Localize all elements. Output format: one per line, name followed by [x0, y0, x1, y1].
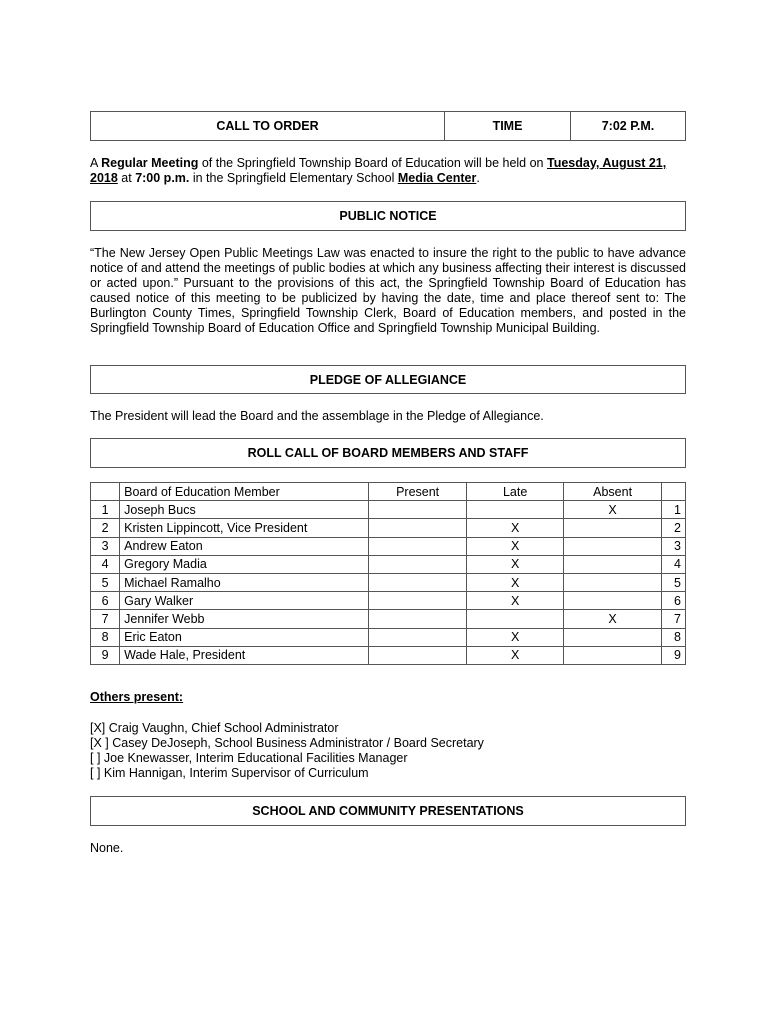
list-item: [X] Craig Vaughn, Chief School Administrator	[90, 721, 339, 735]
table-row	[91, 519, 686, 537]
row-number: 6	[91, 592, 120, 610]
meeting-time: 7:00 p.m.	[135, 171, 190, 185]
table-row	[91, 592, 686, 610]
public-notice-heading: PUBLIC NOTICE	[90, 201, 686, 231]
meeting-place: Media Center	[397, 171, 477, 185]
list-item: [ ] Joe Knewasser, Interim Educational Facilities Manager	[90, 751, 408, 765]
table-row	[91, 555, 686, 573]
absent-mark	[564, 646, 661, 664]
row-number: 2	[91, 519, 120, 537]
row-number: 3	[91, 537, 120, 555]
intro-text-5: .	[476, 171, 480, 185]
table-row	[91, 610, 686, 628]
table-row	[91, 646, 686, 664]
member-name: Wade Hale, President	[120, 646, 369, 664]
intro-text-4: in the Springfield Elementary School	[189, 171, 398, 185]
member-name: Michael Ramalho	[120, 573, 369, 591]
column-present: Present	[369, 483, 466, 501]
call-to-order-label: CALL TO ORDER	[91, 112, 445, 140]
row-number-right: 8	[661, 628, 685, 646]
intro-text-3: at	[117, 171, 136, 185]
late-mark	[466, 610, 563, 628]
member-name: Eric Eaton	[120, 628, 369, 646]
row-number: 5	[91, 573, 120, 591]
call-to-order-box	[90, 111, 686, 141]
roll-call-table	[90, 482, 686, 665]
others-present-heading-text: Others present:	[90, 690, 184, 704]
present-mark	[369, 555, 466, 573]
others-present-list	[90, 721, 686, 781]
late-mark: X	[466, 537, 563, 555]
row-number: 8	[91, 628, 120, 646]
row-number-right: 1	[661, 501, 685, 519]
presentations-text: None.	[90, 841, 124, 855]
absent-mark	[564, 555, 661, 573]
member-name: Jennifer Webb	[120, 610, 369, 628]
member-name: Joseph Bucs	[120, 501, 369, 519]
late-mark: X	[466, 592, 563, 610]
present-mark	[369, 592, 466, 610]
intro-text-1: A	[90, 156, 102, 170]
late-mark: X	[466, 519, 563, 537]
member-name: Andrew Eaton	[120, 537, 369, 555]
time-value: 7:02 P.M.	[601, 119, 655, 133]
column-member: Board of Education Member	[120, 483, 369, 501]
intro-text-2: of the Springfield Township Board of Education will be held on	[198, 156, 547, 170]
meeting-date: Tuesday, August 21, 2018	[90, 156, 667, 185]
row-number-right: 5	[661, 573, 685, 591]
roll-call-heading: ROLL CALL OF BOARD MEMBERS AND STAFF	[90, 438, 686, 468]
late-mark: X	[466, 573, 563, 591]
list-item: [ ] Kim Hannigan, Interim Supervisor of Curriculum	[90, 766, 369, 780]
header-num-cell	[91, 483, 120, 501]
absent-mark	[564, 592, 661, 610]
present-mark	[369, 573, 466, 591]
time-label: TIME	[445, 112, 571, 140]
member-name: Kristen Lippincott, Vice President	[120, 519, 369, 537]
absent-mark	[564, 519, 661, 537]
absent-mark	[564, 628, 661, 646]
table-row	[91, 573, 686, 591]
present-mark	[369, 646, 466, 664]
row-number: 7	[91, 610, 120, 628]
row-number: 9	[91, 646, 120, 664]
member-name: Gary Walker	[120, 592, 369, 610]
late-mark: X	[466, 628, 563, 646]
table-row	[91, 501, 686, 519]
pledge-heading: PLEDGE OF ALLEGIANCE	[90, 365, 686, 394]
column-absent: Absent	[564, 483, 661, 501]
meeting-type: Regular Meeting	[101, 156, 199, 170]
present-mark	[369, 628, 466, 646]
meeting-intro	[90, 156, 686, 186]
row-number: 4	[91, 555, 120, 573]
absent-mark: X	[564, 501, 661, 519]
present-mark	[369, 610, 466, 628]
member-name: Gregory Madia	[120, 555, 369, 573]
row-number-right: 4	[661, 555, 685, 573]
present-mark	[369, 501, 466, 519]
roll-call-header-row	[91, 483, 686, 501]
late-mark: X	[466, 646, 563, 664]
present-mark	[369, 519, 466, 537]
public-notice-text: “The New Jersey Open Public Meetings Law was enacted to insure the right to the public to have advance notice of and attend the meetings of public bodies at which any business affecting their interest is discussed or acted upon.” Pursuant to the provisions of this act, the Springfield Township Board of Education has caused notice of this meeting to be publicized by having the date, time and place thereof sent to: The Burlington County Times, Springfield Township Clerk, Board of Education members, and posted in the Springfield Township Board of Education Office and Springfield Township Municipal Building.	[90, 246, 686, 335]
others-present-heading	[90, 690, 686, 705]
table-row	[91, 537, 686, 555]
absent-mark	[564, 573, 661, 591]
header-num-right-cell	[661, 483, 685, 501]
row-number-right: 3	[661, 537, 685, 555]
row-number: 1	[91, 501, 120, 519]
presentations-heading: SCHOOL AND COMMUNITY PRESENTATIONS	[90, 796, 686, 826]
table-row	[91, 628, 686, 646]
row-number-right: 2	[661, 519, 685, 537]
row-number-right: 6	[661, 592, 685, 610]
present-mark	[369, 537, 466, 555]
pledge-text: The President will lead the Board and the assemblage in the Pledge of Allegiance.	[90, 409, 544, 423]
list-item: [X ] Casey DeJoseph, School Business Administrator / Board Secretary	[90, 736, 484, 750]
absent-mark: X	[564, 610, 661, 628]
late-mark: X	[466, 555, 563, 573]
row-number-right: 9	[661, 646, 685, 664]
row-number-right: 7	[661, 610, 685, 628]
absent-mark	[564, 537, 661, 555]
column-late: Late	[466, 483, 563, 501]
late-mark	[466, 501, 563, 519]
